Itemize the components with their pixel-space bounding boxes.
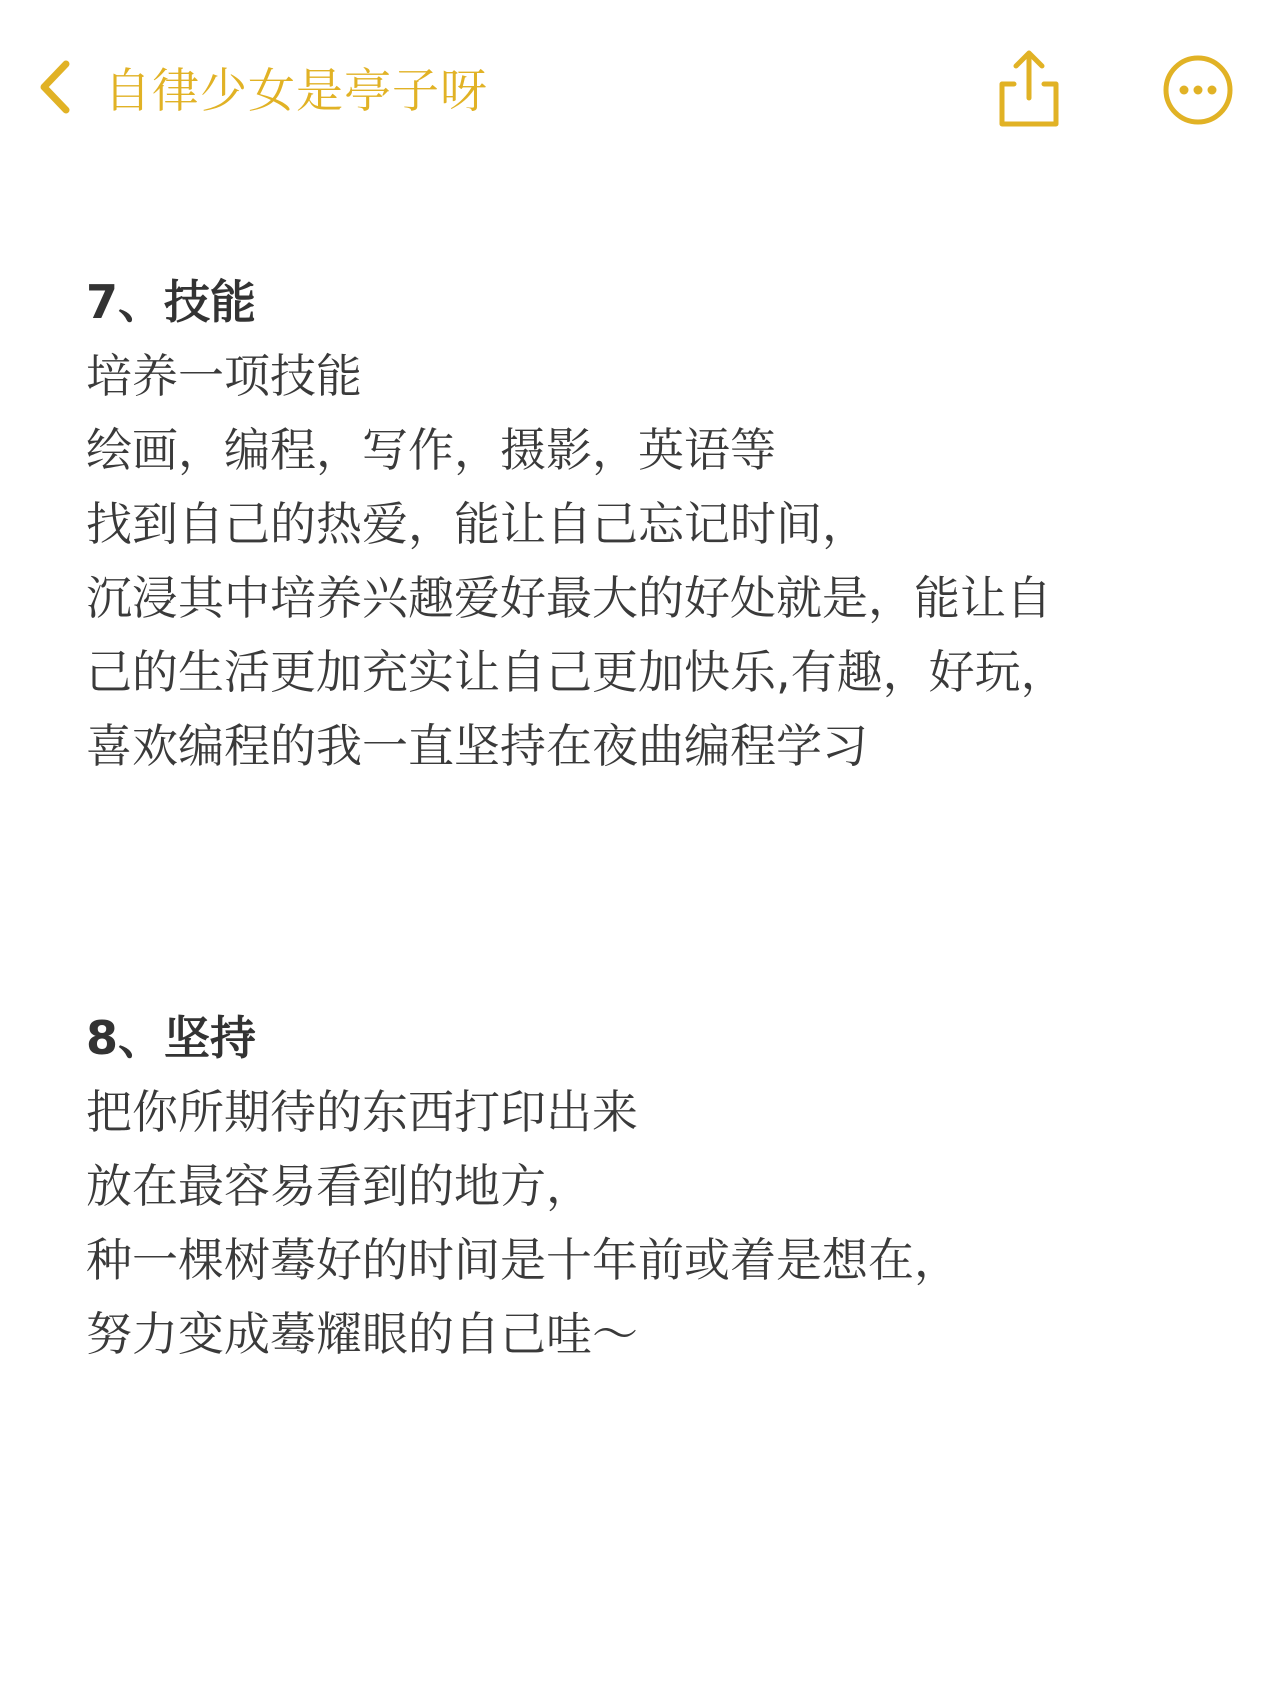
section-heading: 7、技能 xyxy=(86,275,257,329)
navigation-bar xyxy=(0,0,1280,180)
note-line: 绘画，编程，写作，摄影，英语等 xyxy=(86,423,776,477)
note-section-persistence xyxy=(86,1001,1216,1371)
share-icon[interactable] xyxy=(996,46,1062,130)
back-button-label: 自律少女是亭子呀 xyxy=(104,63,488,119)
note-line: 沉浸其中培养兴趣爱好最大的好处就是，能让自 xyxy=(86,571,1052,625)
note-section-skills xyxy=(86,265,1216,783)
note-line: 努力变成蓦耀眼的自己哇～ xyxy=(86,1307,638,1361)
chevron-left-icon xyxy=(34,52,76,122)
section-heading: 8、坚持 xyxy=(86,1011,257,1065)
ellipsis-circle-icon[interactable] xyxy=(1162,54,1234,126)
note-line: 种一棵树蓦好的时间是十年前或着是想在， xyxy=(86,1233,960,1287)
note-line: 放在最容易看到的地方， xyxy=(86,1159,592,1213)
note-line: 喜欢编程的我一直坚持在夜曲编程学习 xyxy=(86,719,868,773)
note-line: 培养一项技能 xyxy=(86,349,362,403)
back-button[interactable] xyxy=(34,52,488,122)
note-line: 把你所期待的东西打印出来 xyxy=(86,1085,638,1139)
note-line: 己的生活更加充实让自己更加快乐,有趣，好玩， xyxy=(86,645,1067,699)
note-line: 找到自己的热爱，能让自己忘记时间， xyxy=(86,497,868,551)
